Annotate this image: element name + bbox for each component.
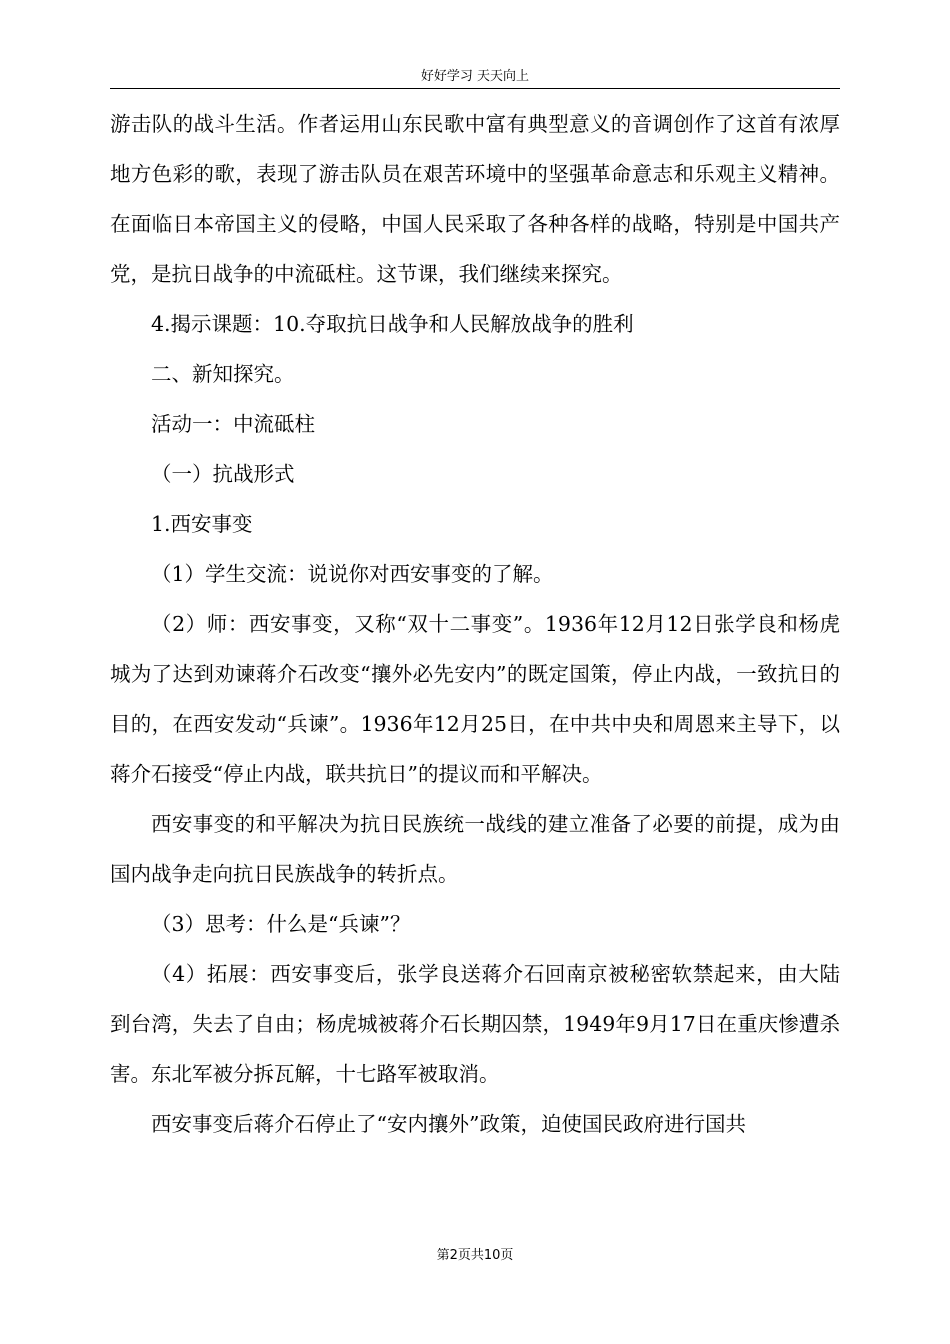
- paragraph-7: （1）学生交流：说说你对西安事变的了解。: [151, 562, 554, 586]
- paragraph-2: 4.揭示课题：10.夺取抗日战争和人民解放战争的胜利: [151, 312, 634, 336]
- document-body: [110, 99, 840, 1149]
- header-text: 好好学习 天天向上: [420, 69, 530, 84]
- paragraph-8: （2）师：西安事变，又称“双十二事变”。1936年12月12日张学良和杨虎城为了达到劝谏蒋介石改变“攘外必先安内”的既定国策，停止内战，一致抗日的目的，在西安发动“兵谏”。1936年12月25日，在中共中央和周恩来主导下，以蒋介石接受“停止内战，联共抗日”的提议而和平解决。: [110, 612, 840, 786]
- paragraph-9: 西安事变的和平解决为抗日民族统一战线的建立准备了必要的前提，成为由国内战争走向抗日民族战争的转折点。: [110, 812, 840, 886]
- paragraph-6: 1.西安事变: [151, 512, 253, 536]
- paragraph-10: （3）思考：什么是“兵谏”？: [151, 912, 411, 936]
- paragraph-3: 二、新知探究。: [151, 362, 295, 386]
- page-footer: [110, 1246, 840, 1266]
- paragraph-11: （4）拓展：西安事变后，张学良送蒋介石回南京被秘密软禁起来，由大陆到台湾，失去了自由；杨虎城被蒋介石长期囚禁，1949年9月17日在重庆惨遭杀害。东北军被分拆瓦解，十七路军被取消。: [110, 962, 840, 1086]
- paragraph-1: 游击队的战斗生活。作者运用山东民歌中富有典型意义的音调创作了这首有浓厚地方色彩的歌，表现了游击队员在艰苦环境中的坚强革命意志和乐观主义精神。在面临日本帝国主义的侵略，中国人民采取了各种各样的战略，特别是中国共产党，是抗日战争的中流砥柱。这节课，我们继续来探究。: [110, 112, 840, 286]
- page-number: 第2页共10页: [436, 1248, 514, 1263]
- paragraph-4: 活动一：中流砥柱: [151, 412, 315, 436]
- page-header: [110, 66, 840, 89]
- paragraph-12: 西安事变后蒋介石停止了“安内攘外”政策，迫使国民政府进行国共: [151, 1112, 746, 1136]
- paragraph-5: （一）抗战形式: [151, 462, 295, 486]
